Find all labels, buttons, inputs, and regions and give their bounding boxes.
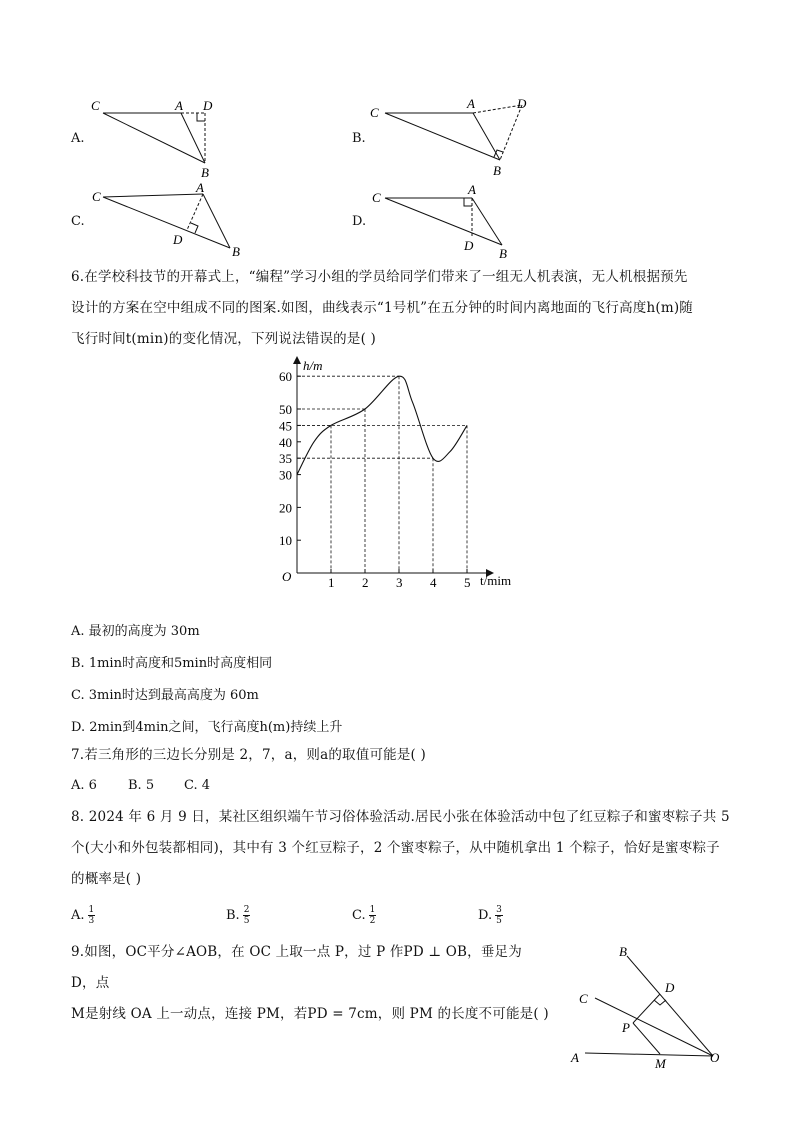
y-tick-label: 10	[279, 533, 292, 549]
point-c: C	[92, 189, 101, 204]
triangle-figure-b	[360, 95, 540, 180]
point-d: D	[665, 980, 675, 995]
point-d: D	[464, 238, 474, 253]
y-tick-label: 20	[279, 500, 292, 516]
point-a: A	[175, 98, 183, 113]
q8-option-c	[352, 905, 376, 926]
point-a: A	[467, 96, 475, 111]
option-label: C.	[352, 908, 366, 923]
y-tick-label: 50	[279, 402, 292, 417]
q6-option-d: D. 2min到4min之间，飞行高度h(m)持续上升	[71, 720, 343, 735]
point-d: D	[517, 96, 527, 111]
q8-option-d	[478, 905, 503, 926]
origin-label: O	[282, 569, 292, 584]
point-b: B	[201, 165, 209, 180]
point-d: D	[173, 232, 183, 247]
triangle-figure-c	[85, 180, 255, 260]
point-c: C	[579, 991, 588, 1006]
option-label: D.	[478, 908, 493, 923]
triangle-figure-a	[85, 95, 225, 180]
q8-option-b	[226, 905, 250, 926]
q7-option-c: C. 4	[184, 778, 211, 793]
q6-line-1: 6.在学校科技节的开幕式上，“编程”学习小组的学员给同学们带来了一组无人机表演，无人机根据预先	[71, 269, 688, 285]
point-c: C	[370, 105, 379, 120]
q6-option-b: B. 1min时高度和5min时高度相同	[71, 656, 273, 671]
option-label: A.	[71, 131, 85, 146]
x-tick-label: 1	[328, 575, 335, 590]
point-b: B	[493, 163, 501, 178]
triangle-figure-d	[360, 180, 530, 260]
option-label: D.	[352, 214, 367, 229]
option-label: C.	[71, 214, 85, 229]
point-c: C	[372, 190, 381, 205]
question-8-text	[71, 802, 761, 895]
x-axis-label: t/mim	[480, 573, 512, 588]
question-9-text	[71, 937, 551, 1030]
point-m: M	[655, 1056, 666, 1071]
q8-line-2: 个(大小和外包装都相同)，其中有 3 个红豆粽子，2 个蜜枣粽子，从中随机拿出 1 个粽子，恰好是蜜枣粽子	[71, 840, 720, 856]
x-tick-label: 2	[362, 575, 369, 590]
fraction: $\frac{1}{2}$	[369, 905, 376, 926]
option-label: B.	[352, 131, 366, 146]
y-tick-label: 35	[279, 451, 292, 467]
q6-line-2: 设计的方案在空中组成不同的图案.如图，曲线表示“1号机”在五分钟的时间内离地面的飞行高度h(m)随	[71, 300, 694, 316]
q8-option-a	[71, 905, 95, 926]
q7-option-b: B. 5	[128, 778, 155, 793]
q8-line-3: 的概率是( )	[71, 871, 142, 887]
q9-line-2: M是射线 OA 上一动点，连接 PM，若PD = 7cm，则 PM 的长度不可能是( )	[71, 1006, 549, 1022]
option-label: A.	[71, 908, 85, 923]
x-tick-label: 3	[396, 575, 403, 590]
option-label: B.	[226, 908, 240, 923]
point-a: A	[468, 182, 476, 197]
point-d: D	[203, 98, 213, 113]
y-axis-label: h/m	[303, 358, 323, 373]
y-tick-label: 60	[279, 369, 292, 385]
fraction: $\frac{1}{3}$	[88, 905, 95, 926]
y-tick-label: 45	[279, 418, 292, 434]
question-7-text: 7.若三角形的三边长分别是 2，7，a，则a的取值可能是( )	[71, 747, 426, 763]
y-tick-label: 40	[279, 434, 292, 450]
point-b: B	[619, 944, 627, 959]
fraction: $\frac{2}{5}$	[243, 905, 250, 926]
x-tick-label: 5	[464, 575, 471, 590]
q6-line-3: 飞行时间t(min)的变化情况，下列说法错误的是( )	[71, 331, 376, 347]
q6-option-a: A. 最初的高度为 30m	[71, 624, 200, 639]
y-tick-label: 30	[279, 467, 292, 483]
point-o: O	[710, 1050, 720, 1065]
angle-bisector-figure	[565, 940, 730, 1075]
q9-line-1: 9.如图，OC平分∠AOB，在 OC 上取一点 P，过 P 作PD ⊥ OB，垂足为 D，点	[71, 944, 522, 991]
point-c: C	[91, 98, 100, 113]
height-time-chart	[270, 352, 530, 597]
q6-option-c: C. 3min时达到最高高度为 60m	[71, 688, 259, 703]
point-a: A	[196, 180, 204, 195]
point-a: A	[571, 1050, 579, 1065]
q8-line-1: 8. 2024 年 6 月 9 日，某社区组织端午节习俗体验活动.居民小张在体验活动中包了红豆粽子和蜜枣粽子共 5	[71, 809, 730, 825]
point-b: B	[499, 246, 507, 260]
fraction: $\frac{3}{5}$	[496, 905, 502, 926]
point-p: P	[622, 1020, 630, 1035]
x-tick-label: 4	[430, 575, 437, 590]
question-6-text	[71, 262, 761, 355]
point-b: B	[232, 244, 240, 259]
q7-option-a: A. 6	[71, 778, 97, 793]
